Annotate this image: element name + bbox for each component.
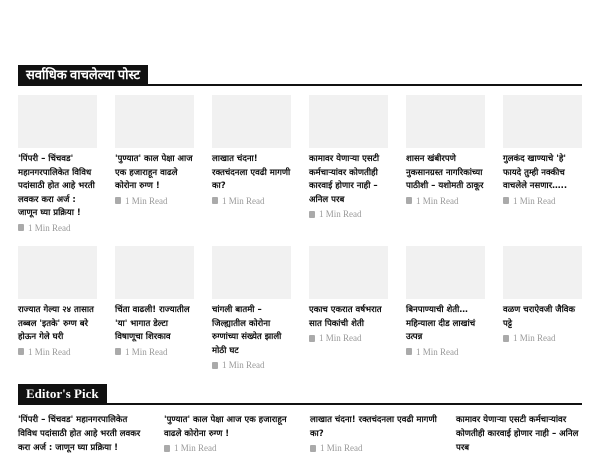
pick-title-link[interactable]: 'पिंपरी – चिंचवड' महानगरपालिकेत विविध पदांसाठी होत आहे भरती लवकर करा अर्ज : जाणून घ्या प्रक्रिया ! (18, 415, 141, 453)
read-time (503, 333, 582, 343)
post-card[interactable] (406, 246, 485, 370)
read-time (115, 196, 194, 206)
read-time (309, 209, 388, 219)
post-title-link[interactable]: शासन खंबीरपणे नुकसानग्रस्त नागरिकांच्या पाठीशी – यशोमती ठाकूर (406, 154, 484, 191)
pick-item[interactable] (310, 413, 437, 455)
read-time-text: 1 Min Read (513, 195, 556, 206)
post-card[interactable] (309, 246, 388, 370)
read-time-text: 1 Min Read (319, 333, 362, 343)
post-thumbnail[interactable] (18, 95, 97, 148)
pick-title-link[interactable]: लाखात चंदना! रक्तचंदनला एवढी मागणी का? (310, 415, 437, 439)
book-icon (503, 197, 509, 204)
post-title-link[interactable]: वळण चराऐवजी जैविक पट्टे (503, 305, 576, 329)
book-icon (18, 348, 24, 355)
post-title-link[interactable]: गुलकंद खाण्याचे 'हे' फायदे तुम्ही नक्कीच वाचलेले नसणार….. (503, 154, 568, 191)
post-card[interactable] (18, 246, 97, 370)
read-time (503, 196, 582, 206)
editors-pick-heading: Editor's Pick (18, 384, 107, 403)
post-card[interactable] (115, 246, 194, 370)
read-time-text: 1 Min Read (320, 443, 363, 453)
book-icon (309, 335, 315, 342)
pick-title-link[interactable]: 'पुण्यात' काल पेक्षा आज एक हजाराहून वाढले कोरोना रुग्ण ! (164, 415, 287, 439)
read-time (18, 223, 97, 233)
post-card[interactable] (115, 95, 194, 233)
read-time-text: 1 Min Read (416, 346, 459, 357)
editors-pick-header (18, 383, 582, 405)
most-read-row-1 (18, 95, 582, 233)
book-icon (212, 197, 218, 204)
read-time-text: 1 Min Read (416, 195, 459, 206)
post-title-link[interactable]: लाखात चंदना! रक्तचंदनला एवढी मागणी का? (212, 154, 291, 191)
post-title-link[interactable]: एकाच एकरात वर्षभरात सात पिकांची शेती (309, 305, 382, 329)
post-thumbnail[interactable] (18, 246, 97, 299)
post-card[interactable] (503, 95, 582, 233)
post-card[interactable] (309, 95, 388, 233)
post-title-link[interactable]: कामावर येणाऱ्या एसटी कर्मचाऱ्यांवर कोणतीही कारवाई होणार नाही – अनिल परब (309, 154, 380, 205)
post-title-link[interactable]: राज्यात गेल्या २४ तासात तब्बल 'इतके' रुग्ण बरे होऊन गेले घरी (18, 305, 94, 342)
book-icon (115, 197, 121, 204)
read-time (115, 347, 194, 357)
read-time-text: 1 Min Read (174, 443, 217, 453)
post-thumbnail[interactable] (212, 95, 291, 148)
book-icon (115, 348, 121, 355)
post-card[interactable] (18, 95, 97, 233)
book-icon (406, 197, 412, 204)
read-time-text: 1 Min Read (513, 333, 556, 343)
read-time-text: 1 Min Read (222, 360, 265, 370)
book-icon (406, 348, 412, 355)
pick-title-link[interactable]: कामावर येणाऱ्या एसटी कर्मचाऱ्यांवर कोणतीही कारवाई होणार नाही – अनिल परब (456, 415, 579, 453)
read-time (309, 333, 388, 343)
most-read-row-2 (18, 246, 582, 370)
read-time-text: 1 Min Read (28, 346, 71, 357)
editors-pick-list (18, 413, 582, 455)
read-time-text: 1 Min Read (319, 209, 362, 219)
post-thumbnail[interactable] (406, 95, 485, 148)
post-card[interactable] (212, 246, 291, 370)
read-time (18, 347, 97, 357)
book-icon (503, 335, 509, 342)
post-title-link[interactable]: 'पिंपरी – चिंचवड' महानगरपालिकेत विविध पदांसाठी होत आहे भरती लवकर करा अर्ज : जाणून घ्या प्रक्रिया ! (18, 154, 95, 218)
post-thumbnail[interactable] (309, 246, 388, 299)
post-thumbnail[interactable] (406, 246, 485, 299)
post-card[interactable] (503, 246, 582, 370)
book-icon (310, 445, 316, 452)
read-time (310, 443, 437, 453)
book-icon (18, 224, 24, 231)
read-time-text: 1 Min Read (222, 195, 265, 206)
read-time (406, 347, 485, 357)
read-time (212, 196, 291, 206)
book-icon (164, 445, 170, 452)
read-time (212, 360, 291, 370)
post-title-link[interactable]: चिंता वाढली! राज्यातील 'या' भागात डेल्टा विषाणूचा शिरकाव (115, 305, 190, 342)
read-time (164, 443, 291, 453)
post-title-link[interactable]: 'पुण्यात' काल पेक्षा आज एक हजाराहून वाढले कोरोना रुग्ण ! (115, 154, 193, 191)
post-thumbnail[interactable] (212, 246, 291, 299)
post-thumbnail[interactable] (503, 95, 582, 148)
post-card[interactable] (406, 95, 485, 233)
post-title-link[interactable]: बिनपाण्याची शेती… महिन्याला दीड लाखांचं उत्पन्न (406, 305, 476, 342)
read-time-text: 1 Min Read (125, 195, 168, 206)
read-time (406, 196, 485, 206)
pick-item[interactable] (18, 413, 145, 455)
most-read-header (18, 64, 582, 86)
book-icon (212, 362, 218, 369)
post-thumbnail[interactable] (115, 95, 194, 148)
pick-item[interactable] (456, 413, 583, 455)
pick-item[interactable] (164, 413, 291, 455)
post-thumbnail[interactable] (503, 246, 582, 299)
post-card[interactable] (212, 95, 291, 233)
read-time-text: 1 Min Read (125, 346, 168, 357)
post-thumbnail[interactable] (115, 246, 194, 299)
read-time-text: 1 Min Read (28, 222, 71, 233)
most-read-heading: सर्वाधिक वाचलेल्या पोस्ट (18, 65, 148, 84)
book-icon (309, 211, 315, 218)
post-title-link[interactable]: चांगली बातमी – जिल्ह्यातील कोरोना रुग्णांच्या संख्येत झाली मोठी घट (212, 305, 282, 356)
post-thumbnail[interactable] (309, 95, 388, 148)
